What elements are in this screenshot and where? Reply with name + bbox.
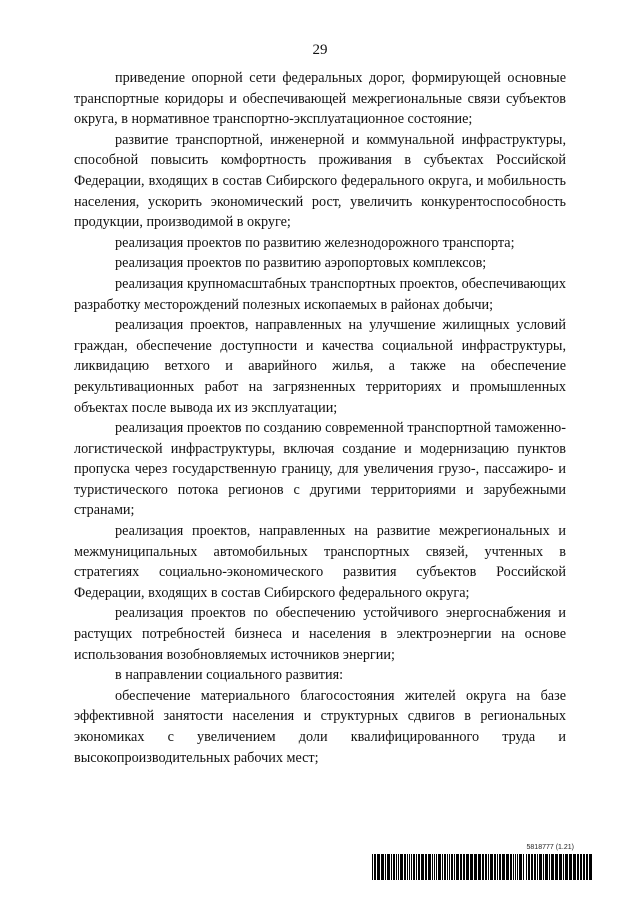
page-number: 29 [312,42,328,58]
paragraph: реализация крупномасштабных транспортных проектов, обеспечивающих разработку месторождений полезных ископаемых в районах добычи; [74,275,566,313]
paragraph: реализация проектов, направленных на улучшение жилищных условий граждан, обеспечение доступности и качества социальной инфраструктуры, ликвидацию ветхого и аварийного жилья, а также на обеспечение рекультивационных работ на загрязненных территориях и промышленных объектах после вывода их из эксплуатации; [74,317,566,416]
paragraph: обеспечение материального благосостояния жителей округа на базе эффективной занятости населения и структурных сдвигов в региональных экономиках с увеличением доли квалифицированного труда и высокопроизводительных рабочих мест; [74,687,566,766]
paragraph: реализация проектов по обеспечению устойчивого энергоснабжения и растущих потребностей бизнеса и населения в электроэнергии на основе использования возобновляемых источников энергии; [74,605,566,663]
paragraph: приведение опорной сети федеральных дорог, формирующей основные транспортные коридоры и обеспечивающей межрегиональные связи субъектов округа, в нормативное транспортно-эксплуатационное состояние; [74,70,566,128]
paragraph: реализация проектов по развитию аэропортовых комплексов; [115,255,487,272]
barcode-caption: 5818777 (1.21) [526,844,574,851]
paragraph: реализация проектов по созданию современной транспортной таможенно-логистической инфраструктуры, включая создание и модернизацию пунктов пропуска через государственную границу, для увеличения грузо-, пассажиро- и туристического потока регионов с другими территориями и зарубежными странами; [74,420,566,519]
paragraph: развитие транспортной, инженерной и коммунальной инфраструктуры, способной повысить комфортность проживания в субъектах Российской Федерации, входящих в состав Сибирского федерального округа, и мобильность населения, ускорить экономический рост, увеличить конкурентоспособность продукции, производимой в округе; [74,131,566,231]
paragraph: реализация проектов, направленных на развитие межрегиональных и межмуниципальных автомобильных транспортных связей, учтенных в стратегиях социально-экономического развития субъектов Российской Федерации, входящих в состав Сибирского федерального округа; [74,523,566,601]
barcode [372,854,592,880]
paragraph: в направлении социального развития: [115,667,344,684]
barcode-block [372,844,592,884]
paragraph: реализация проектов по развитию железнодорожного транспорта; [115,234,515,251]
body-text [74,68,566,768]
